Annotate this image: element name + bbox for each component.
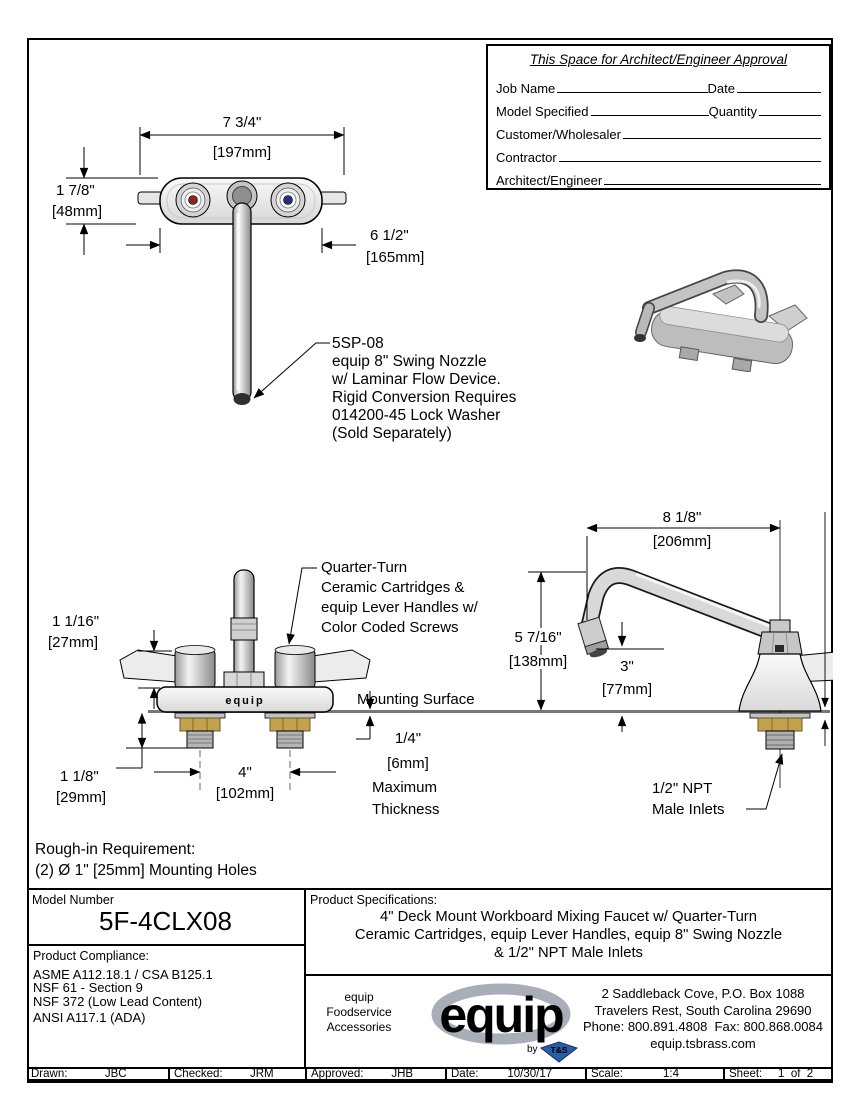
faucet-top-view (138, 178, 346, 405)
dim-top-span-mm: [165mm] (366, 249, 425, 266)
nozzle-joint (231, 618, 257, 640)
product-compliance-header: Product Compliance: (33, 949, 150, 963)
inlet-callout-leader (746, 754, 782, 809)
right-bonnet (275, 650, 315, 688)
svg-text:(Sold Separately): (Sold Separately) (332, 425, 452, 442)
faucet-front-view (120, 570, 370, 748)
quantity-label: Quantity (708, 104, 757, 119)
nozzle-tip (234, 393, 251, 405)
rough-in-line1: Rough-in Requirement: (35, 841, 196, 858)
svg-text:Color Coded Screws: Color Coded Screws (321, 619, 459, 636)
quantity-blank[interactable] (759, 103, 821, 116)
dim-top-depth-in: 1 7/8" (56, 182, 95, 199)
right-brass-locknut (270, 718, 310, 731)
model-specified-blank[interactable] (591, 103, 709, 116)
dim-shank-length (116, 714, 188, 769)
logo-wordmark: equip (439, 987, 563, 1043)
elevation-drawing (30, 480, 833, 825)
cold-index-screw (284, 196, 293, 205)
compliance-item: NSF 61 - Section 9 (33, 980, 143, 996)
dim-top-span-in: 6 1/2" (370, 227, 409, 244)
dim-nozzle-height-in: 5 7/16" (514, 629, 562, 646)
inlet-callout-line1: 1/2" NPT (652, 780, 713, 797)
compliance-item: NSF 372 (Low Lead Content) (33, 993, 203, 1009)
date-label: Date (707, 81, 735, 96)
inlet-callout-line2: Male Inlets (652, 801, 725, 818)
company-address: 2 Saddleback Cove, P.O. Box 1088 Travelers Rest, South Carolina 29690 Phone: 800.891.4808 Fax: 800.868.0084 equip.tsbrass.com (575, 986, 831, 1052)
svg-text:w/ Laminar Flow Device.: w/ Laminar Flow Device. (332, 371, 501, 388)
dim-max-thickness-word1: Maximum (372, 779, 438, 796)
top-view-drawing (40, 95, 520, 447)
customer-label: Customer/Wholesaler (496, 127, 621, 142)
dim-shank-length-in: 1 1/8" (60, 768, 99, 785)
approval-box (486, 44, 831, 190)
faucet-side-view (578, 574, 833, 749)
architect-label: Architect/Engineer (496, 173, 603, 188)
laminar-outlet (578, 617, 610, 659)
date-blank[interactable] (737, 80, 821, 93)
nozzle-callout-leader (254, 343, 330, 398)
job-name-blank[interactable] (557, 80, 707, 93)
svg-text:Ceramic Cartridges &: Ceramic Cartridges & (321, 579, 465, 596)
equip-logo (401, 976, 601, 1064)
cartridge-callout-leader (289, 568, 317, 644)
approval-row-customer (496, 119, 821, 142)
dim-top-width-in: 7 3/4" (222, 114, 262, 131)
dim-inlet-centers-in: 4" (238, 764, 252, 781)
dim-nozzle-reach-in: 8 1/8" (662, 509, 702, 526)
rough-in-note (35, 839, 257, 881)
brand-tagline: equip Foodservice Accessories (326, 990, 392, 1034)
contractor-blank[interactable] (559, 149, 821, 162)
footer-cell-drawn: Drawn: JBC (31, 1068, 127, 1080)
swing-nozzle-top (233, 203, 251, 401)
model-specified-label: Model Specified (496, 104, 589, 119)
dim-outlet-clearance (596, 622, 664, 732)
footer-cell-checked: Checked: JRM (168, 1067, 305, 1083)
side-shank-assembly (750, 713, 810, 749)
side-brass-locknut (758, 718, 802, 731)
dim-nozzle-height-mm: [138mm] (508, 653, 568, 670)
footer-cell-scale: Scale: 1:4 (585, 1067, 723, 1083)
contractor-label: Contractor (496, 150, 557, 165)
approval-row-contractor (496, 142, 821, 165)
swivel-collar (770, 620, 790, 632)
model-compliance-divider (27, 944, 304, 946)
svg-text:Rigid Conversion Requires: Rigid Conversion Requires (332, 389, 517, 406)
left-brass-locknut (180, 718, 220, 731)
dim-handle-height-in: 1 1/16" (52, 613, 100, 630)
approval-box-title: This Space for Architect/Engineer Approval (529, 52, 788, 67)
svg-text:Quarter-Turn: Quarter-Turn (321, 559, 408, 576)
iso-faucet (634, 277, 807, 372)
footer-cell-approved: Approved: JHB (305, 1067, 445, 1083)
dim-max-thickness-word2: Thickness (372, 801, 440, 818)
product-specifications-header: Product Specifications: (310, 893, 438, 907)
footer-cell-date: Date: 10/30/17 (445, 1067, 585, 1083)
compliance-item: ASME A112.18.1 / CSA B125.1 (33, 967, 213, 982)
cartridge-callout-text (321, 559, 479, 636)
dim-max-thickness-in: 1/4" (394, 730, 422, 747)
mounting-surface-label: Mounting Surface (357, 691, 475, 708)
dim-top-width-mm: [197mm] (212, 144, 272, 161)
ts-brass-logo-text: T&S (550, 1045, 568, 1055)
left-threaded-shank (187, 731, 213, 748)
logo-by-text: by (527, 1044, 538, 1055)
body-brand-label: equip (225, 695, 265, 707)
dim-nozzle-reach-mm: [206mm] (652, 533, 712, 550)
right-shank-assembly (265, 713, 315, 748)
customer-blank[interactable] (623, 126, 821, 139)
compliance-list (33, 969, 213, 1025)
dim-max-thickness-mm: [6mm] (387, 755, 429, 772)
left-lever-front (120, 650, 177, 682)
hot-handle-top (176, 183, 210, 217)
model-number-header: Model Number (32, 893, 114, 907)
dim-handle-height-mm: [27mm] (48, 634, 99, 651)
left-bonnet (175, 650, 215, 688)
title-block (27, 888, 833, 1079)
dim-inlet-centers-mm: [102mm] (215, 785, 275, 802)
approval-row-job-name (496, 73, 821, 96)
dim-shank-length-mm: [29mm] (56, 789, 107, 806)
cold-handle-top (271, 183, 305, 217)
svg-text:equip Lever Handles w/: equip Lever Handles w/ (321, 599, 478, 616)
compliance-item: ANSI A117.1 (ADA) (33, 1009, 146, 1025)
rough-in-line2: (2) Ø 1" [25mm] Mounting Holes (35, 862, 257, 879)
iso-nozzle-tip (634, 334, 646, 342)
job-name-label: Job Name (496, 81, 556, 96)
model-number-value: 5F-4CLX08 (99, 906, 232, 936)
svg-text:equip 8" Swing Nozzle: equip 8" Swing Nozzle (332, 353, 487, 370)
callout-5sp08: 5SP-08 (332, 335, 384, 352)
approval-row-model (496, 96, 821, 119)
approval-row-architect (496, 165, 821, 188)
company-website[interactable]: equip.tsbrass.com (650, 1035, 756, 1051)
dim-outlet-clearance-in: 3" (620, 658, 634, 675)
dim-outlet-clearance-mm: [77mm] (601, 681, 653, 698)
svg-text:014200-45 Lock Washer: 014200-45 Lock Washer (332, 407, 501, 424)
architect-blank[interactable] (604, 172, 821, 185)
isometric-product-photo (565, 242, 815, 372)
dim-top-depth-mm: [48mm] (52, 203, 103, 220)
right-threaded-shank (277, 731, 303, 748)
footer-cell-sheet: Sheet: 1 of 2 (723, 1067, 833, 1083)
left-shank-assembly (175, 713, 225, 748)
nozzle-callout-text (331, 335, 517, 442)
swivel-nut-front (224, 672, 264, 688)
hot-index-screw (189, 196, 198, 205)
right-lever-front (313, 650, 370, 682)
product-specifications-text: 4" Deck Mount Workboard Mixing Faucet w/ Quarter-Turn Ceramic Cartridges, equip Lever Handles, equip 8" Swing Nozzle & 1/2" NPT Male Inlets (354, 909, 783, 961)
